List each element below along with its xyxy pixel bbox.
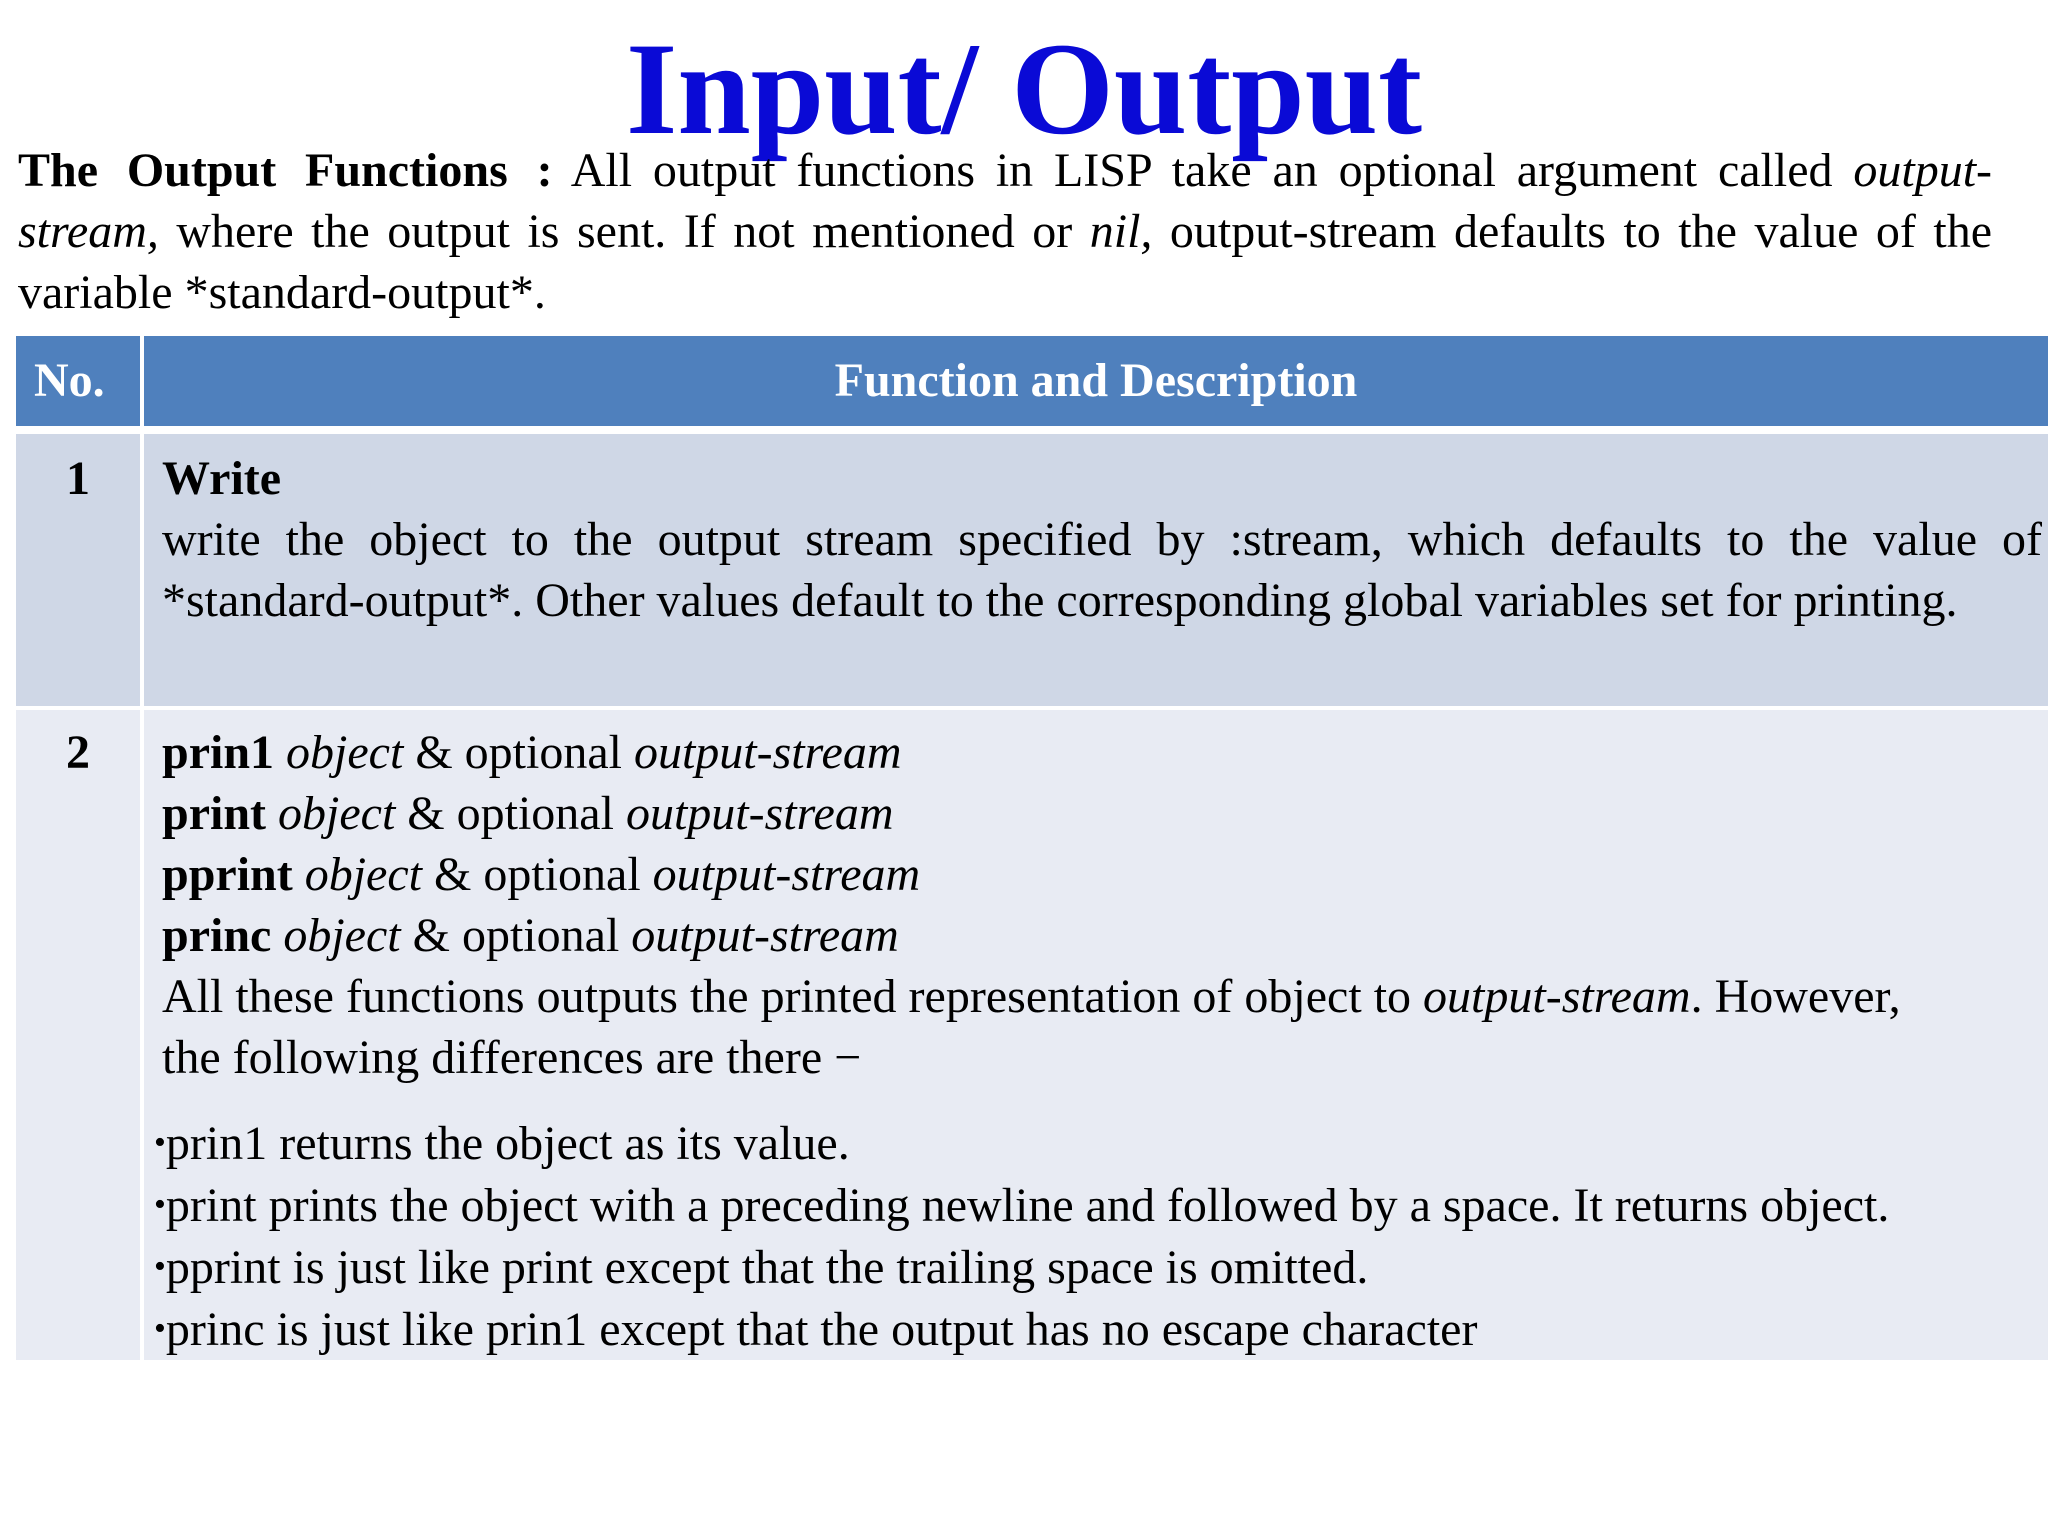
- function-signature-princ: [162, 905, 2042, 966]
- intro-italic-nil: nil,: [1089, 205, 1153, 258]
- summary-line-2: the following differences are there −: [162, 1031, 862, 1084]
- function-mid: & optional: [400, 909, 632, 962]
- function-name: pprint: [162, 848, 293, 901]
- function-name: prin1: [162, 726, 275, 779]
- summary-line-1: [162, 966, 2042, 1027]
- function-name: print: [162, 787, 267, 840]
- intro-italic-output-stream: output-stream,: [18, 144, 1993, 258]
- intro-text-1: All output functions in LISP take an optional argument called: [552, 144, 1854, 197]
- row-number: 1: [66, 452, 90, 505]
- function-arg: object: [278, 787, 396, 840]
- header-divider: [16, 426, 2048, 434]
- function-arg: object: [304, 848, 422, 901]
- write-description: write the object to the output stream specified by :stream, which defaults to the value of *standard-output*. Other values default to the corresponding global variables set for printing.: [162, 513, 2042, 627]
- list-item-text: princ is just like prin1 except that the output has no escape character: [165, 1303, 1478, 1356]
- function-name-write: Write: [162, 452, 282, 505]
- function-arg: object: [283, 909, 401, 962]
- intro-text-2: where the output is sent. If not mentioned or: [158, 205, 1090, 258]
- list-item: [154, 1174, 2048, 1236]
- bullet-icon: •: [154, 1310, 166, 1347]
- list-item: [154, 1236, 2048, 1298]
- bullet-icon: •: [154, 1186, 166, 1223]
- function-stream: output-stream: [631, 909, 899, 962]
- slide-title: Input/ Output: [625, 15, 1423, 162]
- list-item: [154, 1112, 2048, 1174]
- table-row: [16, 710, 2048, 1360]
- bullet-icon: •: [154, 1248, 166, 1285]
- function-mid: & optional: [422, 848, 653, 901]
- list-item-text: pprint is just like print except that the trailing space is omitted.: [165, 1241, 1369, 1294]
- table-header-row: [16, 336, 2048, 426]
- intro-paragraph: [18, 140, 1992, 323]
- header-no: No.: [16, 336, 140, 426]
- intro-text-3: output-stream defaults to the value of the variable *standard-output*.: [18, 205, 1993, 319]
- row-description-cell: [144, 434, 2048, 706]
- differences-list: [154, 1112, 2048, 1360]
- bullet-icon: •: [154, 1124, 166, 1161]
- summary-text: All these functions outputs the printed representation of object to: [162, 970, 1424, 1023]
- row-number-cell: [16, 710, 140, 1360]
- summary-italic: output-stream: [1423, 970, 1691, 1023]
- function-stream: output-stream: [633, 726, 902, 779]
- row-number-cell: [16, 434, 140, 706]
- function-signature-prin1: [162, 722, 2042, 783]
- function-mid: & optional: [403, 726, 634, 779]
- list-item-text: prin1 returns the object as its value.: [165, 1117, 850, 1170]
- header-function-description: Function and Description: [144, 336, 2048, 426]
- function-mid: & optional: [395, 787, 626, 840]
- function-stream: output-stream: [652, 848, 921, 901]
- row-description: [154, 722, 2042, 1356]
- list-item-text: print prints the object with a preceding newline and followed by a space. It returns object.: [165, 1179, 1890, 1232]
- list-item: [154, 1298, 2048, 1360]
- function-arg: object: [286, 726, 404, 779]
- row-number: 2: [66, 726, 90, 779]
- row-description: [162, 448, 2042, 631]
- column-divider: [140, 336, 144, 1360]
- table-row: [16, 434, 2048, 706]
- function-stream: output-stream: [625, 787, 894, 840]
- function-signature-print: [162, 783, 2042, 844]
- function-name: princ: [162, 909, 272, 962]
- summary-text-end: . However,: [1690, 970, 1901, 1023]
- function-signature-pprint: [162, 844, 2042, 905]
- row-description-cell: [144, 710, 2048, 1360]
- intro-lead: The Output Functions :: [18, 144, 553, 197]
